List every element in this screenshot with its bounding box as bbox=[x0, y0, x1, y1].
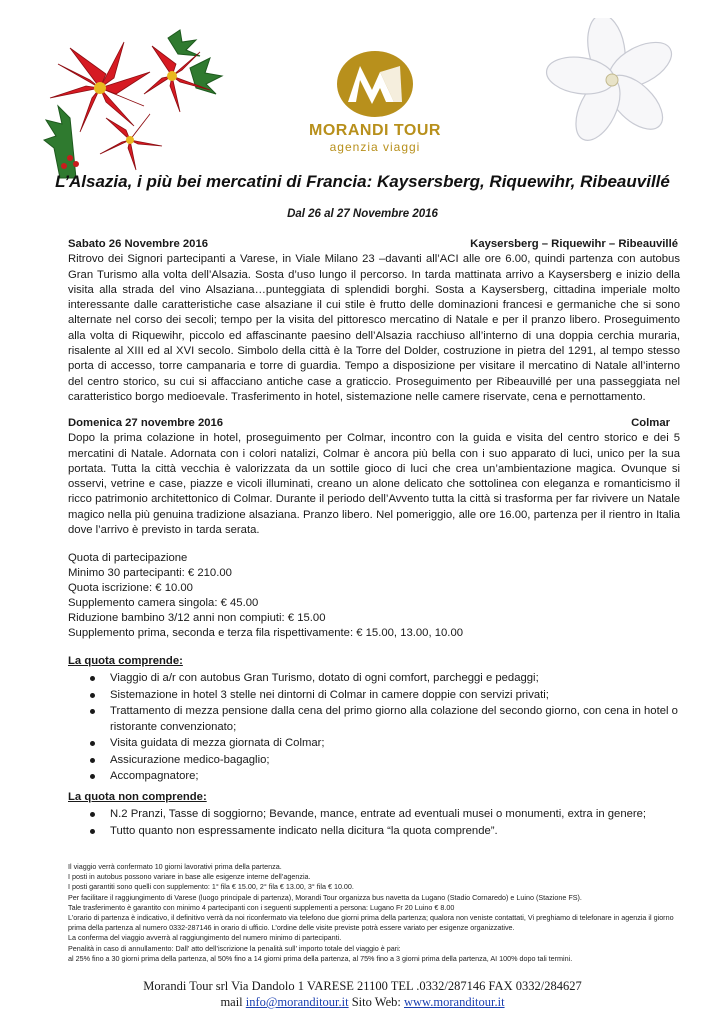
fine-print-notes bbox=[68, 862, 688, 964]
note-line: I posti garantiti sono quelli con supplemento: 1° fila € 15.00, 2° fila € 13.00, 3° fila € 10.00. bbox=[68, 882, 354, 892]
footer bbox=[40, 978, 685, 1010]
excludes-heading: La quota non comprende: bbox=[68, 791, 207, 803]
day1-places: Kaysersberg – Riquewihr – Ribeauvillé bbox=[470, 238, 678, 250]
page-title: L’Alsazia, i più bei mercatini di Francia: Kaysersberg, Riquewihr, Ribeauvillé bbox=[55, 172, 670, 191]
note-line: La conferma del viaggio avverrà al raggiungimento del numero minimo di partecipanti. bbox=[68, 933, 342, 943]
price-line: Minimo 30 partecipanti: € 210.00 bbox=[68, 567, 232, 579]
list-item: Trattamento di mezza pensione dalla cena del primo giorno alla colazione del secondo giorno, con cena in hotel o ristorante convenzionato; bbox=[110, 703, 680, 736]
includes-list bbox=[68, 670, 680, 784]
footer-address: Morandi Tour srl Via Dandolo 1 VARESE 21100 TEL .0332/287146 FAX 0332/284627 bbox=[143, 979, 582, 993]
trip-dates: Dal 26 al 27 Novembre 2016 bbox=[287, 208, 438, 220]
day1-section bbox=[68, 237, 680, 405]
day1-date: Sabato 26 Novembre 2016 bbox=[68, 238, 209, 250]
note-line: I posti in autobus possono variare in base alle esigenze interne dell’agenzia. bbox=[68, 872, 311, 882]
day1-description: Ritrovo dei Signori partecipanti a Varese, in Viale Milano 23 –davanti all’ACI alle ore 6.00, quindi partenza con autobus Gran Turismo alla volta dell’Alsazia. Sosta d’uso lungo il percorso. In tarda mattinata arrivo a Kaysersberg e inizio della visita alla strada del vino Alsaziana…punteggiata di splendidi borghi. Sosta a Kaysersberg, cittadina imperiale molto interessante dalle caratteristiche case alsaziane il cui stile è frutto delle dominazioni francesi e germaniche che si sono alternate nel corso dei secoli; tempo per la visita del pittoresco mercatino di Natale e per il pranzo libero. Proseguimento alla volta di Riquewihr, piccolo ed affascinante paesino dell’Alsazia racchiuso all’interno di una doppia cerchia muraria, risalente al XIII ed al XVI secolo. Simbolo della città è la Torre del Dolder, costruzione in pietra del 1291, al tempo stesso porta di accesso, torre campanaria e torre di guardia. Tempo a disposizione per visitare il mercatino di Natale all’interno del centro storico, su cui si affacciano antiche case a graticcio. Proseguimento per Ribeauvillé per una passeggiata nel caratteristico borgo medioevale. Trasferimento in hotel, sistemazione nelle camere riservate, cena e pernottamento. bbox=[68, 253, 680, 403]
day2-section bbox=[68, 416, 680, 538]
day2-places: Colmar bbox=[631, 417, 670, 429]
note-line: Per facilitare il raggiungimento di Varese (luogo principale di partenza), Morandi Tour organizza bus navetta da Lugano (Stadio Cornaredo) e Luino (Stazione FS). bbox=[68, 892, 582, 902]
price-section bbox=[68, 551, 680, 641]
note-line: Tale trasferimento è garantito con minimo 4 partecipanti con i seguenti supplementi a persona: Lugano Fr 20 Luino € 8.00 bbox=[68, 902, 455, 912]
list-item: Accompagnatore; bbox=[110, 768, 680, 784]
email-link[interactable]: info@moranditour.it bbox=[245, 995, 349, 1009]
website-link[interactable]: www.moranditour.it bbox=[403, 995, 505, 1009]
list-item: Viaggio di a/r con autobus Gran Turismo, dotato di ogni comfort, parcheggi e pedaggi; bbox=[110, 670, 680, 686]
includes-heading: La quota comprende: bbox=[68, 655, 183, 667]
list-item: N.2 Pranzi, Tasse di soggiorno; Bevande, mance, entrate ad eventuali musei o monumenti, extra in genere; bbox=[110, 806, 680, 822]
list-item: Visita guidata di mezza giornata di Colmar; bbox=[110, 735, 680, 751]
note-line: Penalità in caso di annullamento: Dall’ atto dell’iscrizione la penalità sull’ importo totale del viaggio è pari: bbox=[68, 943, 401, 953]
note-line: Il viaggio verrà confermato 10 giorni lavorativi prima della partenza. bbox=[68, 862, 282, 871]
brand-name: MORANDI TOUR bbox=[309, 122, 441, 139]
footer-contacts bbox=[40, 994, 685, 1010]
brand-tagline: agenzia viaggi bbox=[329, 140, 421, 154]
mail-label: mail bbox=[220, 995, 243, 1009]
list-item: Assicurazione medico-bagaglio; bbox=[110, 752, 680, 768]
day2-date: Domenica 27 novembre 2016 bbox=[68, 417, 224, 429]
excludes-list bbox=[68, 806, 680, 839]
day2-description: Dopo la prima colazione in hotel, proseguimento per Colmar, incontro con la guida e visita del centro storico e dei 5 mercatini di Natale. Adornata con i colori natalizi, Colmar è ancora più bella con i suo apparato di luci, unico per la sua portata. Tutta la città vecchia è valorizzata da un sottile gioco di luci che crea un’ambientazione magica. Ovunque si osservi, vetrine e case, piazze e vicoli illuminati, creano un alone delicato che sottolinea con eleganza e romanticismo il ricco patrimonio architettonico di Colmar. Durante il periodo dell’Avvento tutta la città si trasforma per far rivivere un Natale magico nella più genuina tradizione alsaziana. Pranzo libero. Nel pomeriggio, alle ore 16.00, partenza per il rientro in Italia dove l’arrivo è previsto in tarda serata. bbox=[68, 432, 680, 537]
price-heading: Quota di partecipazione bbox=[68, 552, 188, 564]
price-line: Supplemento prima, seconda e terza fila rispettivamente: € 15.00, 13.00, 10.00 bbox=[68, 627, 464, 639]
list-item: Sistemazione in hotel 3 stelle nei dintorni di Colmar in camere doppie con servizi privati; bbox=[110, 687, 680, 703]
price-line: Quota iscrizione: € 10.00 bbox=[68, 582, 193, 594]
site-label: Sito Web: bbox=[351, 995, 401, 1009]
price-line: Supplemento camera singola: € 45.00 bbox=[68, 597, 259, 609]
morandi-tour-logo-icon bbox=[336, 50, 414, 118]
note-line: al 25% fino a 30 giorni prima della partenza, al 50% fino a 14 giorni prima della partenza, al 75% fino a 3 giorni prima della partenza, AI 100% dopo tali termini. bbox=[68, 953, 573, 963]
note-line: L’orario di partenza è indicativo, il definitivo verrà da noi riconfermato via telefono due giorni prima della partenza; qualora non veniste contattati, Vi preghiamo di telefonare in agenzia il giorno prima della partenza al numero 0332-287146 in orario di ufficio. L’ordine delle visite previste potrà essere variato per esigenze organizzative. bbox=[68, 913, 674, 933]
list-item: Tutto quanto non espressamente indicato nella dicitura “la quota comprende”. bbox=[110, 823, 680, 839]
price-line: Riduzione bambino 3/12 anni non compiuti: € 15.00 bbox=[68, 612, 326, 624]
white-flower-illustration bbox=[540, 18, 685, 153]
excludes-section bbox=[68, 790, 680, 839]
poinsettia-illustration bbox=[40, 28, 225, 188]
includes-section bbox=[68, 654, 680, 784]
